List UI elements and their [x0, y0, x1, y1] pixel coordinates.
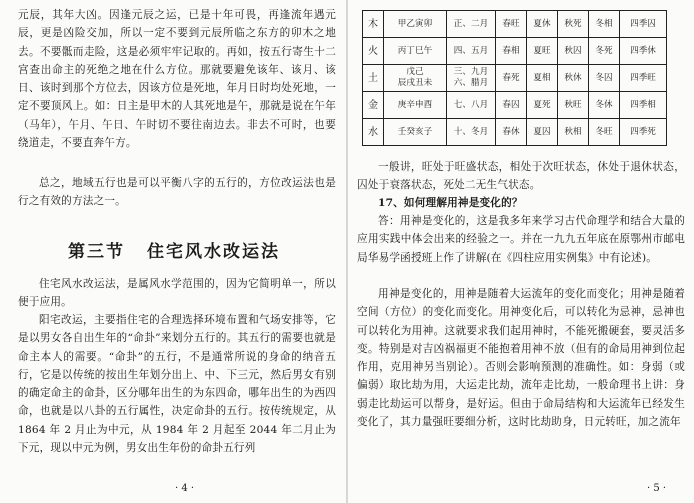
season-state: 春休 [502, 126, 520, 137]
month-text: 十、冬月 [453, 126, 489, 137]
stem-branch-text: 辰戌丑未 [397, 78, 433, 88]
season-state: 夏旺 [533, 45, 551, 56]
question-heading: 17、如何理解用神是变化的？ [378, 197, 523, 209]
month-text: 四、五月 [453, 45, 489, 56]
season-state-cell [558, 38, 589, 65]
page-number: · 5 · [647, 483, 667, 494]
element-cell [363, 11, 384, 38]
season-state-cell [558, 11, 589, 38]
season-state-cell [589, 65, 620, 92]
season-state: 春囚 [502, 99, 520, 110]
season-state: 秋死 [564, 18, 582, 29]
season-state: 四季死 [630, 126, 656, 137]
season-state: 夏死 [533, 99, 551, 110]
stems-cell [384, 92, 447, 119]
season-state-cell [527, 38, 558, 65]
table-row [363, 119, 667, 146]
season-state-cell [527, 11, 558, 38]
season-state: 冬休 [595, 99, 613, 110]
season-state-cell [589, 11, 620, 38]
season-state: 夏相 [533, 72, 551, 83]
season-state-cell [558, 92, 589, 119]
season-state-cell [496, 38, 527, 65]
paragraph: 一般讲，旺处于旺盛状态，相处于次旺状态，休处于退休状态，囚处于衰落状态，死处二无生气状态。 [357, 161, 685, 192]
season-state-cell [496, 11, 527, 38]
season-state-cell [496, 92, 527, 119]
section-number: 第三节 [68, 242, 125, 262]
season-state-cell [620, 11, 667, 38]
stem-branch-text: 戊己 [406, 67, 424, 77]
section-heading [68, 237, 302, 262]
season-state-cell [527, 65, 558, 92]
season-state: 秋旺 [564, 99, 582, 110]
season-state: 春死 [502, 72, 520, 83]
season-state: 冬死 [595, 45, 613, 56]
element-cell [363, 119, 384, 146]
season-state: 夏休 [533, 18, 551, 29]
season-state: 秋休 [564, 72, 582, 83]
months-cell [447, 11, 496, 38]
season-state: 夏囚 [533, 126, 551, 137]
season-state-cell [558, 119, 589, 146]
element-cell [363, 92, 384, 119]
stems-cell [384, 11, 447, 38]
season-state: 四季囚 [630, 18, 656, 29]
wuxing-seasons-table [362, 10, 667, 146]
season-state: 冬旺 [595, 126, 613, 137]
season-state-cell [527, 92, 558, 119]
season-state: 四季休 [630, 45, 656, 56]
stems-cell [384, 119, 447, 146]
season-state: 四季旺 [630, 72, 656, 83]
season-state-cell [496, 65, 527, 92]
element-name: 木 [368, 18, 378, 30]
months-cell [447, 38, 496, 65]
stem-branch-text: 甲乙寅卯 [397, 18, 433, 29]
stems-cell [384, 38, 447, 65]
season-state: 秋相 [564, 126, 582, 137]
right-page [347, 0, 694, 503]
paragraph: 用神是变化的，用神是随着大运流年的变化而变化；用神是随着空间（方位）的变化而变化。用神变化后，可以转化为忌神，忌神也可以转化为用神。这就要求我们起用神时，不能死搬硬套，要灵活多变。特别是对吉凶祸福更不能抱着用神不放（但有的命局用神到位起作用，克用神另当别论）。否则会影响预测的准确性。如：身弱（或偏弱）取比劫为用，大运走比劫，流年走比劫，一般命理书上讲：身弱走比劫运可以帮身，是好运。但由于命局结构和大运流年已经发生变化了，其力量强旺要细分析，这时比劫助身，日元转旺，加之流年 [357, 288, 685, 429]
month-text: 七、八月 [453, 99, 489, 110]
page-number: · 4 · [175, 483, 195, 494]
stems-cell [384, 65, 447, 92]
element-name: 金 [368, 99, 378, 111]
paragraph: 阳宅改运，主要指住宅的合理选择环境布置和气场安排等，它是以男女各自出生年的“命卦”来划分五行的。其五行的需要也就是命主本人的需要。“命卦”的五行，不是通常所说的身命的纳音五行，它是以传统的按出生年划分出上、中、下三元，然后男女有别的确定命主的命卦，区分哪年出生的为东四命，哪年出生的为西四命，也就是以八卦的五行属性，决定命卦的五行。按传统规定，从 1864 年 2 月止为中元，从 1984 年 2 月起至 2044 年二月止为下元，现以中元为例，男女出生年份的命卦五行列 [18, 314, 336, 455]
months-cell [447, 92, 496, 119]
months-cell [447, 119, 496, 146]
season-state-cell [589, 119, 620, 146]
season-state-cell [589, 38, 620, 65]
season-state: 秋囚 [564, 45, 582, 56]
paragraph: 总之，地域五行也是可以平衡八字的五行的，方位改运法也是行之有效的方法之一。 [18, 177, 336, 208]
table-row [363, 11, 667, 38]
season-state-cell [527, 119, 558, 146]
season-state-cell [496, 119, 527, 146]
element-cell [363, 38, 384, 65]
season-state: 春相 [502, 45, 520, 56]
table-row [363, 92, 667, 119]
element-name: 土 [368, 72, 378, 84]
paragraph: 住宅风水改运法，是属风水学范围的，因为它简明单一，所以便于应用。 [18, 278, 336, 309]
season-state-cell [589, 92, 620, 119]
paragraph: 答：用神是变化的，这是我多年来学习古代命理学和结合大量的应用实践中体会出来的经验之一。并在一九九五年底在原鄂州市邮电局华易学函授班上作了讲解(在《四柱应用实例集》中有论述)。 [357, 215, 685, 264]
season-state-cell [620, 92, 667, 119]
season-state: 四季相 [630, 99, 656, 110]
element-cell [363, 65, 384, 92]
month-text: 正、二月 [453, 18, 489, 29]
table-row [363, 38, 667, 65]
element-name: 水 [368, 126, 378, 138]
months-cell [447, 65, 496, 92]
month-text: 三、九月 [453, 67, 489, 77]
season-state: 冬相 [595, 18, 613, 29]
season-state-cell [620, 38, 667, 65]
season-state-cell [620, 65, 667, 92]
season-state-cell [620, 119, 667, 146]
section-title: 住宅风水改运法 [147, 242, 280, 262]
month-text: 六、腊月 [453, 78, 489, 88]
stem-branch-text: 丙丁巳午 [397, 45, 433, 56]
stem-branch-text: 庚辛申酉 [397, 99, 433, 110]
paragraph: 元辰，其年大凶。因逢元辰之运，已是十年可畏，再逢流年遇元辰，更是凶险交加，所以一定不要到元辰所临之东方的卯木之地去。不要骶而走险，这是必须牢牢记取的。再如，按五行寄生十二宫查出命主的死绝之地在什么方位。那就要避免该年、该月、该日、该时到那个方位去，因该方位是死地，年月日时均处死地，一定不要顶风上。如：日主是甲木的人其死地是午，那就是说在午年（马年），午月、午日、午时切不要往南边去。非去不可时，也要绕道走，不要直奔午方。 [18, 9, 336, 150]
season-state: 冬囚 [595, 72, 613, 83]
season-state: 春旺 [502, 18, 520, 29]
season-state-cell [558, 65, 589, 92]
element-name: 火 [368, 45, 378, 57]
table-row [363, 65, 667, 92]
stem-branch-text: 壬癸亥子 [397, 126, 433, 137]
